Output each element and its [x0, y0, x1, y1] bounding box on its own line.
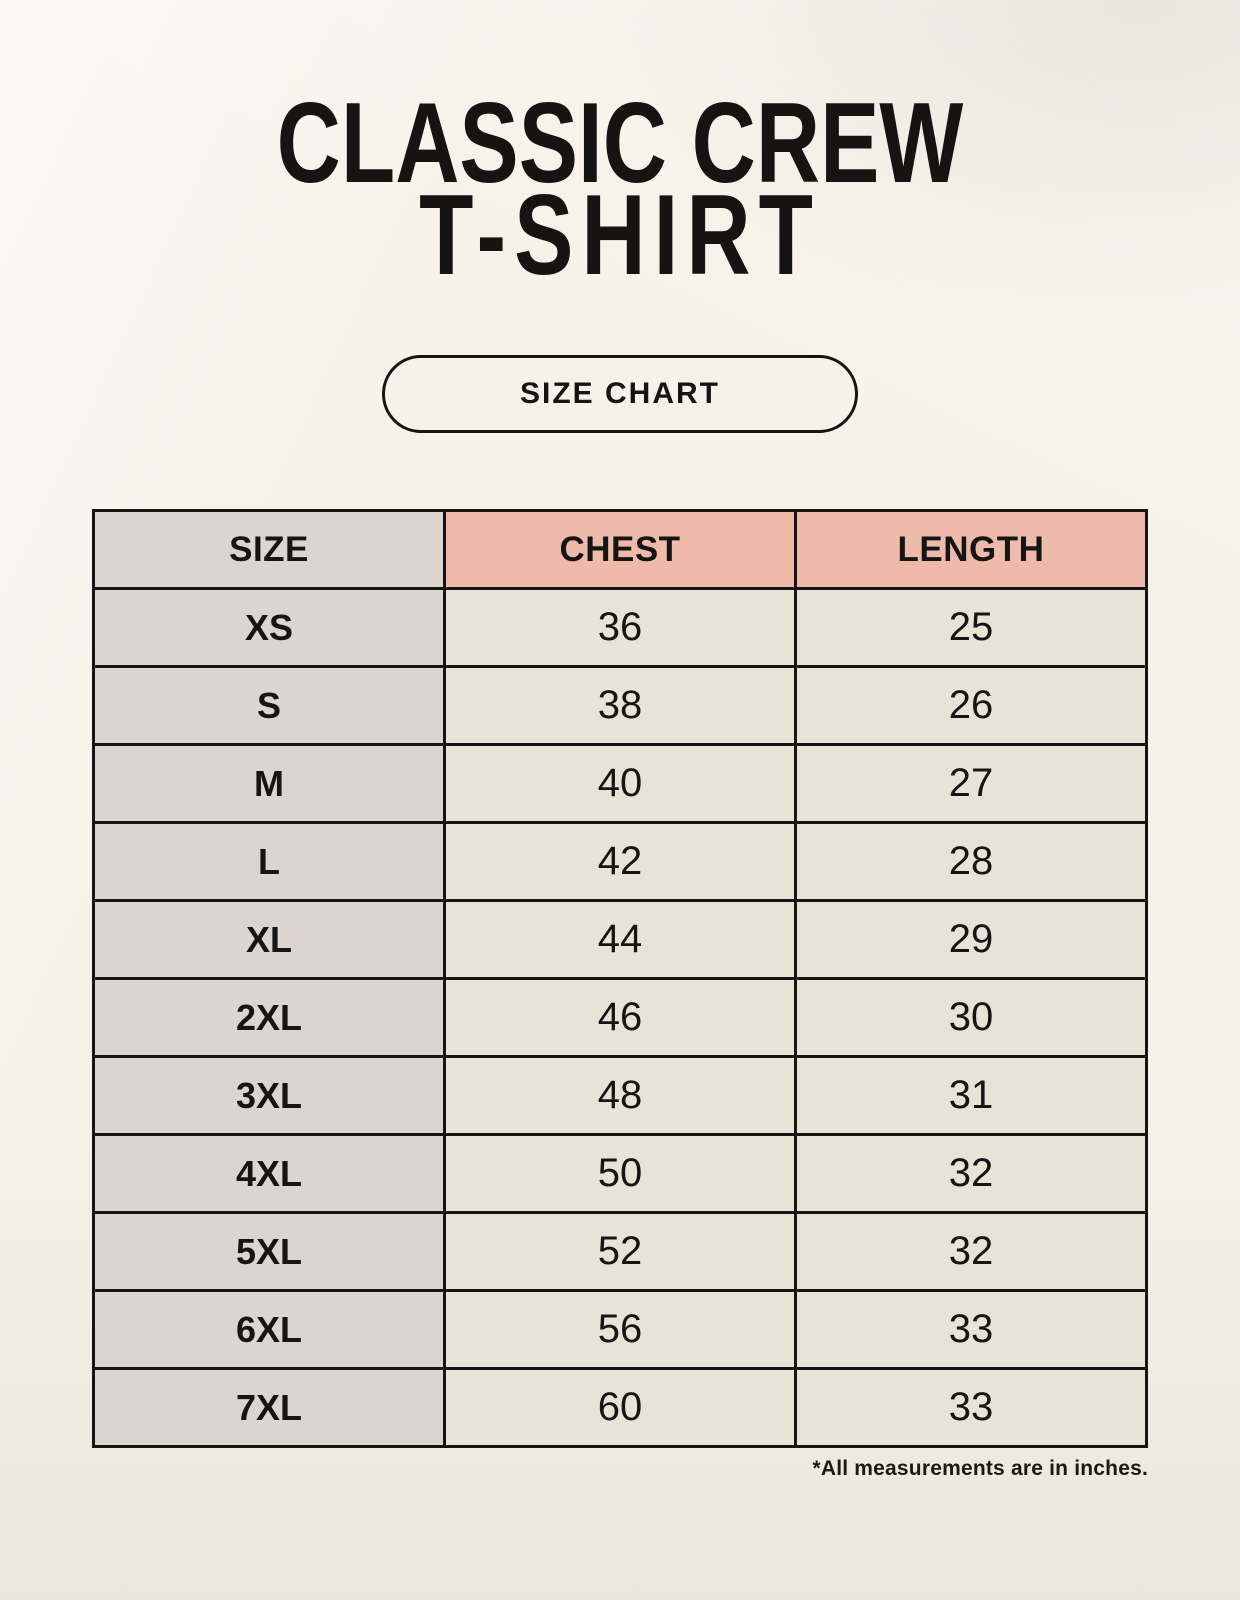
size-table-container [92, 509, 1148, 1448]
size-chart-button[interactable] [382, 355, 858, 433]
chest-value-cell: 44 [445, 901, 796, 979]
chest-value-cell: 36 [445, 589, 796, 667]
size-chart-button-label: SIZE CHART [520, 377, 720, 410]
table-row [94, 1369, 1147, 1447]
size-cell: 6XL [94, 1291, 445, 1369]
table-row [94, 901, 1147, 979]
chest-value-cell: 60 [445, 1369, 796, 1447]
chest-value-cell: 50 [445, 1135, 796, 1213]
chest-value-cell: 56 [445, 1291, 796, 1369]
chest-value-cell: 48 [445, 1057, 796, 1135]
header-row [94, 511, 1147, 589]
table-row [94, 823, 1147, 901]
page-title-line-1: CLASSIC CREW [276, 80, 964, 207]
length-value-cell: 25 [796, 589, 1147, 667]
length-value-cell: 33 [796, 1369, 1147, 1447]
chest-value-cell: 38 [445, 667, 796, 745]
length-value-cell: 33 [796, 1291, 1147, 1369]
chest-value-cell: 46 [445, 979, 796, 1057]
chest-value-cell: 42 [445, 823, 796, 901]
size-cell: L [94, 823, 445, 901]
length-value-cell: 32 [796, 1135, 1147, 1213]
size-cell: S [94, 667, 445, 745]
header-cell-size: SIZE [94, 511, 445, 589]
size-cell: 7XL [94, 1369, 445, 1447]
table-row [94, 745, 1147, 823]
table-row [94, 1213, 1147, 1291]
size-cell: M [94, 745, 445, 823]
size-cell: 4XL [94, 1135, 445, 1213]
length-value-cell: 27 [796, 745, 1147, 823]
table-row [94, 589, 1147, 667]
size-cell: XS [94, 589, 445, 667]
page-title [0, 0, 1240, 299]
measurements-footnote: *All measurements are in inches. [812, 1457, 1148, 1480]
header-cell-length: LENGTH [796, 511, 1147, 589]
size-table [92, 509, 1148, 1448]
length-value-cell: 26 [796, 667, 1147, 745]
length-value-cell: 32 [796, 1213, 1147, 1291]
table-row [94, 1135, 1147, 1213]
size-cell: 5XL [94, 1213, 445, 1291]
chest-value-cell: 52 [445, 1213, 796, 1291]
size-cell: 2XL [94, 979, 445, 1057]
length-value-cell: 29 [796, 901, 1147, 979]
size-cell: XL [94, 901, 445, 979]
table-row [94, 667, 1147, 745]
table-row [94, 979, 1147, 1057]
length-value-cell: 31 [796, 1057, 1147, 1135]
chest-value-cell: 40 [445, 745, 796, 823]
table-row [94, 1057, 1147, 1135]
length-value-cell: 28 [796, 823, 1147, 901]
table-row [94, 1291, 1147, 1369]
size-cell: 3XL [94, 1057, 445, 1135]
header-cell-chest: CHEST [445, 511, 796, 589]
page-title-line-2: T-SHIRT [419, 172, 821, 299]
length-value-cell: 30 [796, 979, 1147, 1057]
